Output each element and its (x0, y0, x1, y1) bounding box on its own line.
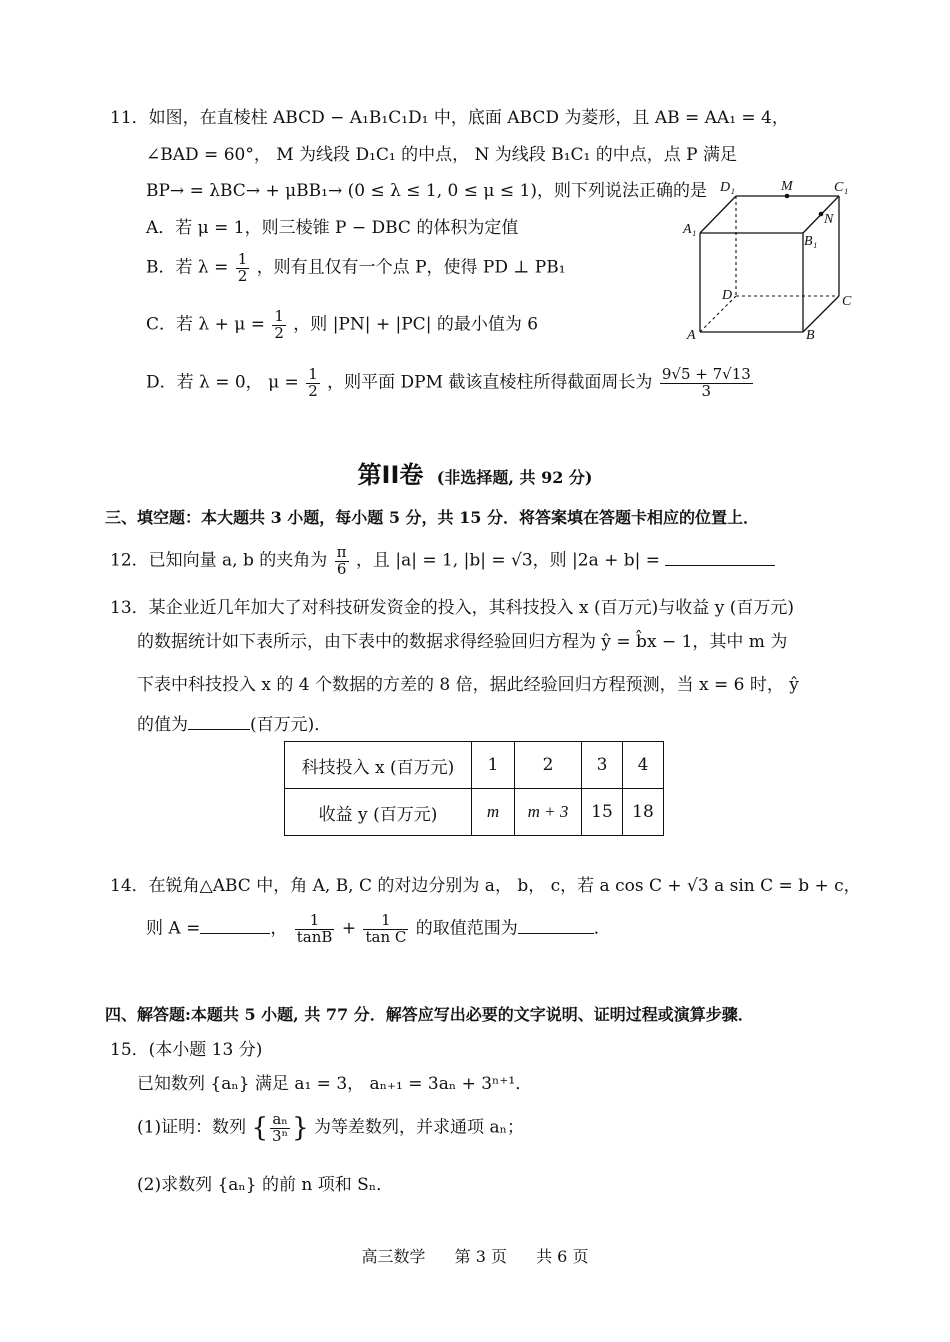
table-row (285, 742, 664, 789)
fraction-tanb: $\frac{1}{\tan B}$ (296, 911, 333, 946)
part2-heading (0, 463, 950, 487)
prism-figure (680, 175, 860, 345)
fraction-perimeter: $\frac{9√5 + 7√13}{3}$ (661, 365, 751, 400)
label-c: C (842, 294, 852, 309)
footer-total: 共 6 页 (536, 1247, 589, 1266)
q12: 12．已知向量 a, b 的夹角为 $\frac{\pi}{6}$ ，且 |a| = 1, |b| = √3，则 |2a + b| = (110, 545, 775, 577)
table-cell: 15 (582, 789, 623, 836)
label-a: A (687, 328, 696, 343)
answer-blank[interactable] (665, 551, 775, 566)
footer-page: 第 3 页 (454, 1247, 507, 1266)
table-cell: 科技投入 x (百万元) (285, 742, 472, 789)
label-b: B (806, 328, 815, 343)
label-d1: D₁ (720, 180, 735, 195)
point-n (819, 212, 824, 217)
q11-option-b: B．若 λ = $\frac{1}{2}$ ，则有且仅有一个点 P，使得 PD ⊥ PB₁ (146, 250, 566, 285)
label-b1: B₁ (804, 234, 818, 249)
q13-line2: 的数据统计如下表所示，由下表中的数据求得经验回归方程为 ŷ = b̂x − 1，其中 m 为 (137, 632, 788, 652)
part2-subtitle: (非选择题, 共 92 分) (436, 468, 593, 487)
table-cell: 18 (623, 789, 664, 836)
q15-line1: 已知数列 {aₙ} 满足 a₁ = 3， aₙ₊₁ = 3aₙ + 3ⁿ⁺¹． (137, 1074, 533, 1094)
label-n: N (824, 212, 834, 227)
q15-part2: (2)求数列 {aₙ} 的前 n 项和 Sₙ． (137, 1175, 394, 1195)
q13-line1: 13．某企业近几年加大了对科技研发资金的投入，其科技投入 x (百万元)与收益 y (百万元) (110, 598, 794, 618)
q13-line3: 下表中科技投入 x 的 4 个数据的方差的 8 倍，据此经验回归方程预测，当 x = 6 时， ŷ (137, 675, 799, 695)
table-cell: m (472, 789, 515, 836)
table-cell: 2 (515, 742, 582, 789)
table-row (285, 789, 664, 836)
q11-option-a: A．若 μ = 1，则三棱锥 P − DBC 的体积为定值 (146, 218, 519, 238)
point-m (785, 194, 790, 199)
q15-part1: (1)证明：数列 { $\frac{\text{aₙ}}{\text{3ⁿ}}$ } 为等差数列，并求通项 aₙ； (137, 1110, 524, 1145)
fraction-half: $\frac{1}{2}$ (237, 250, 248, 285)
part2-title: 第II卷 (357, 461, 424, 489)
q11-option-c: C．若 λ + μ = $\frac{1}{2}$ ，则 |PN| + |PC| 的最小值为 6 (146, 307, 539, 342)
fraction-tanc: $\frac{1}{\text{tan C}}$ (365, 911, 407, 946)
q14-line1: 14．在锐角△ABC 中，角 A, B, C 的对边分别为 a， b， c，若 a cos C + √3 a sin C = b + c， (110, 876, 861, 896)
fraction-pi-6: $\frac{\pi}{6}$ (336, 543, 347, 578)
label-a1: A₁ (683, 222, 697, 237)
fraction-half: $\frac{1}{2}$ (308, 365, 318, 400)
q11-line1: 11．如图，在直棱柱 ABCD − A₁B₁C₁D₁ 中，底面 ABCD 为菱形，且 AB = AA₁ = 4， (110, 108, 789, 128)
page-footer (0, 1244, 950, 1267)
q11-line3: BP→ = λBC→ + μBB₁→ (0 ≤ λ ≤ 1, 0 ≤ μ ≤ 1)，则下列说法正确的是 (146, 181, 707, 201)
q15-head: 15．(本小题 13 分) (110, 1040, 263, 1060)
table-cell: 4 (623, 742, 664, 789)
footer-subject: 高三数学 (361, 1247, 426, 1266)
table-cell: 1 (472, 742, 515, 789)
answer-blank[interactable] (188, 715, 250, 730)
section-3-heading: 三、填空题：本大题共 3 小题，每小题 5 分，共 15 分．将答案填在答题卡相应的位置上． (105, 508, 759, 527)
section-4-heading: 四、解答题:本题共 5 小题, 共 77 分．解答应写出必要的文字说明、证明过程或演算步骤． (105, 1005, 754, 1024)
data-table (284, 741, 664, 836)
label-c1: C₁ (834, 180, 849, 195)
q11-line2: ∠BAD = 60°， M 为线段 D₁C₁ 的中点， N 为线段 B₁C₁ 的中点，点 P 满足 (146, 145, 737, 165)
label-m: M (781, 179, 793, 194)
fraction-an-3n: $\frac{\text{aₙ}}{\text{3ⁿ}}$ (272, 1110, 289, 1145)
q14-line2: 则 A = ， $\frac{1}{\tan B}$ + $\frac{1}{\text{tan C}}$ 的取值范围为 ． (146, 911, 611, 946)
table-cell: 收益 y (百万元) (285, 789, 472, 836)
q13-line4: 的值为 (百万元)． (137, 715, 332, 735)
fraction-half: $\frac{1}{2}$ (274, 307, 284, 342)
label-d: D (722, 288, 733, 303)
table-cell: 3 (582, 742, 623, 789)
table-cell: m + 3 (515, 789, 582, 836)
answer-blank[interactable] (200, 919, 270, 934)
q11-option-d: D．若 λ = 0， μ = $\frac{1}{2}$ ，则平面 DPM 截该直棱柱所得截面周长为 $\frac{9√5 + 7√13}{3}$ (146, 365, 751, 400)
answer-blank[interactable] (518, 919, 594, 934)
